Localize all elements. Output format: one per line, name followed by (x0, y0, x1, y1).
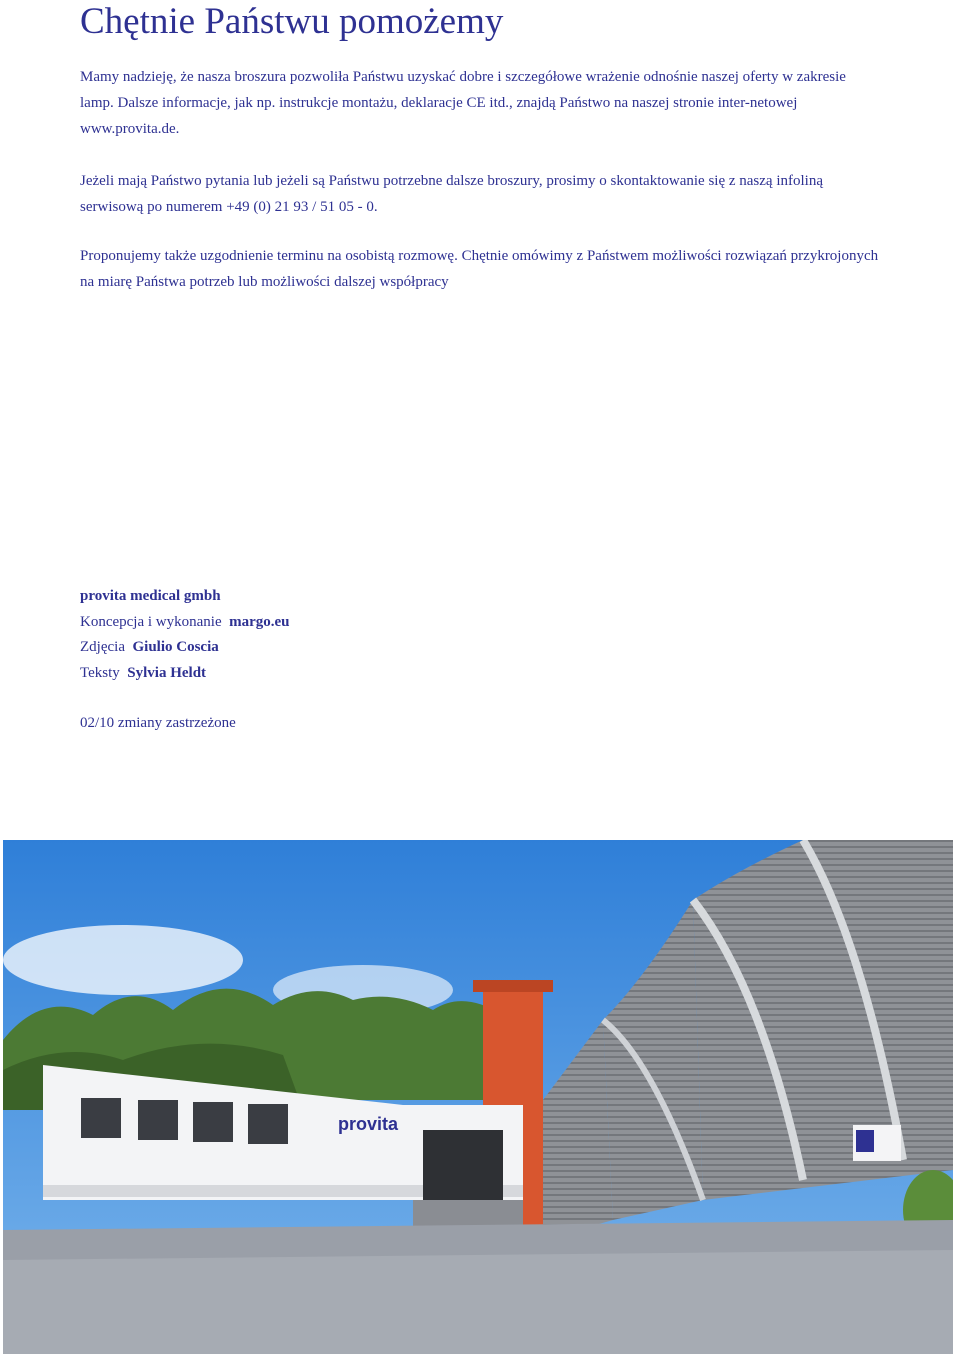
window (138, 1100, 178, 1140)
credit-concept (80, 610, 290, 636)
credit-concept-value: margo.eu (229, 613, 290, 630)
credit-texts (80, 661, 290, 687)
credit-concept-label: Koncepcja i wykonanie (80, 613, 222, 630)
window (248, 1104, 288, 1144)
window (193, 1102, 233, 1142)
meeting-paragraph: Proponujemy także uzgodnienie terminu na osobistą rozmowę. Chętnie omówimy z Państwem możliwości rozwiązań przykrojonych na miarę Państwa potrzeb lub możliwości dalszej współpracy (80, 248, 879, 290)
credit-texts-value: Sylvia Heldt (127, 664, 207, 681)
contact-paragraph: Jeżeli mają Państwo pytania lub jeżeli są Państwu potrzebne dalsze broszury, prosimy o skontaktowanie się z naszą infoliną serwisową po numerem +49 (0) 21 93 / 51 05 - 0. (80, 173, 823, 215)
credit-photos-value: Giulio Coscia (132, 639, 219, 655)
credit-texts-label: Teksty (80, 664, 120, 681)
building-photo (3, 840, 953, 1354)
cloud (3, 925, 243, 995)
building-sign: provita (338, 1114, 399, 1134)
intro-paragraph: Mamy nadzieję, że nasza broszura pozwoliła Państwu uzyskać dobre i szczegółowe wrażenie odnośnie naszej oferty w zakresie lamp. Dalsze informacje, jak np. instrukcje montażu, deklaracje CE itd., znajdą Państwo na naszej stronie inter-netowej www.provita.de. (80, 69, 846, 137)
entrance (423, 1130, 503, 1200)
window (81, 1098, 121, 1138)
credit-photos (80, 635, 290, 661)
page-title: Chętnie Państwu pomożemy (80, 1, 504, 42)
changes-note: 02/10 zmiany zastrzeżone (80, 715, 236, 731)
credits-block (80, 584, 290, 686)
credit-photos-label: Zdjęcia (80, 639, 125, 655)
company-name: provita medical gmbh (80, 588, 221, 604)
